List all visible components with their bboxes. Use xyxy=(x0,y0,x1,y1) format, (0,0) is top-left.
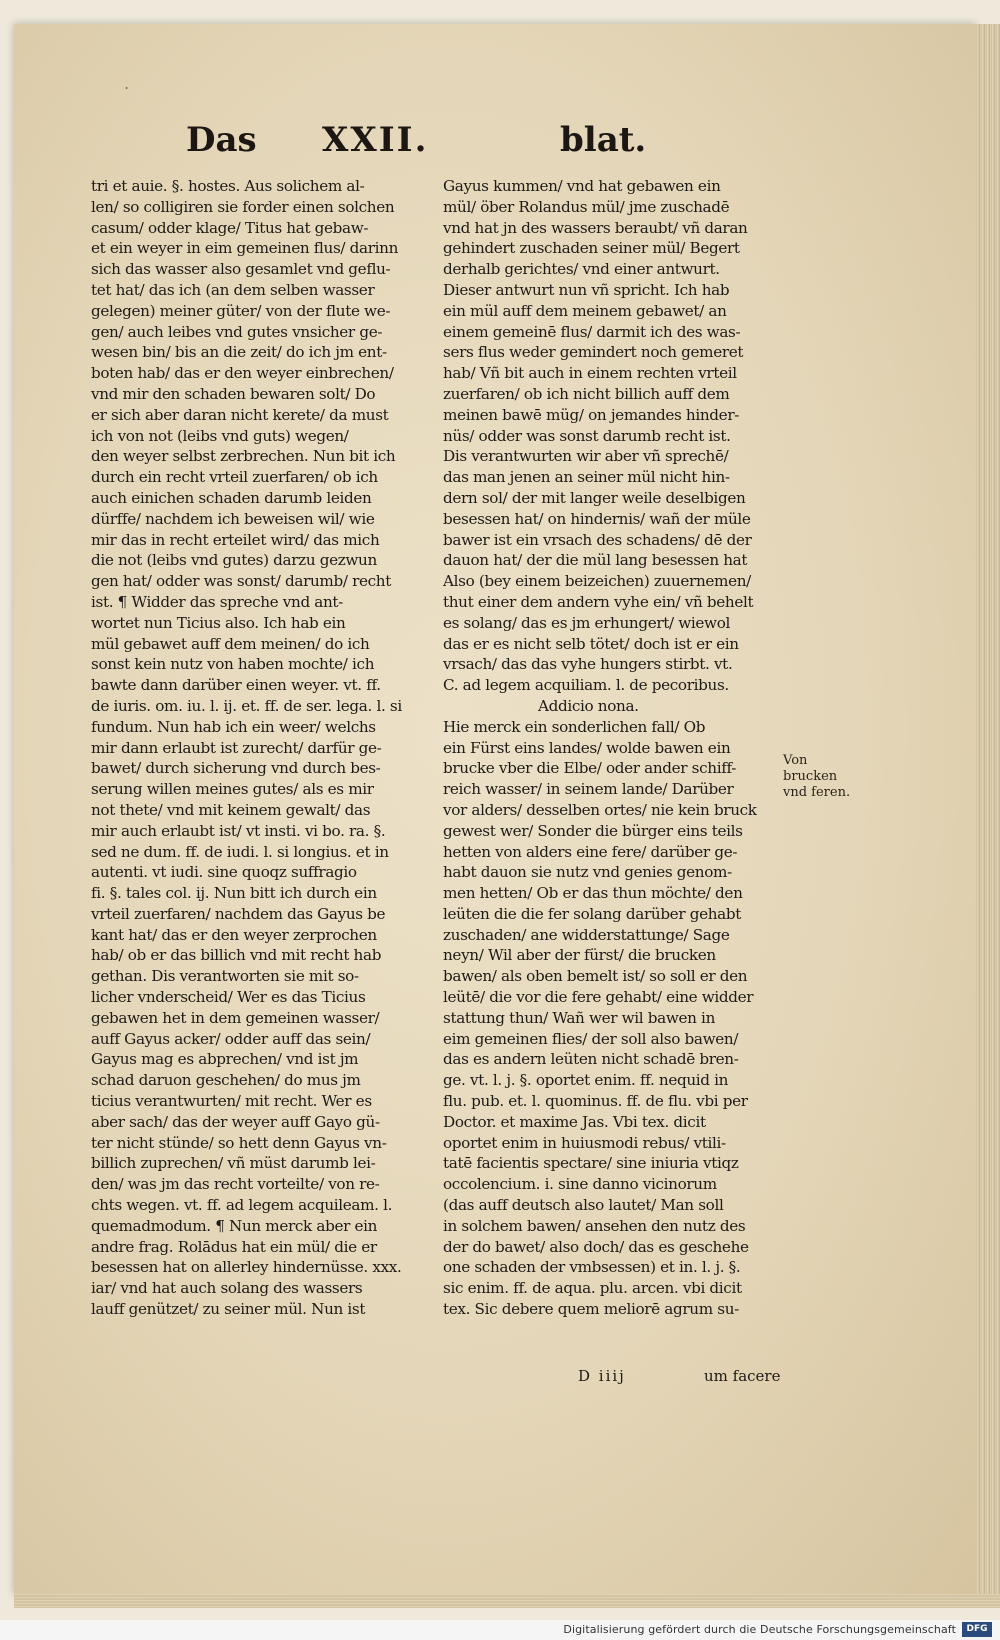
running-head-left: Das xyxy=(186,120,257,160)
right-text-column xyxy=(443,176,757,1320)
text-line: (das auff deutsch also lautet/ Man soll xyxy=(443,1196,724,1215)
text-line: den/ was jm das recht vorteilte/ von re- xyxy=(91,1175,380,1194)
text-line: fi. §. tales col. ij. Nun bitt ich durch ein xyxy=(91,884,377,903)
text-line: er sich aber daran nicht kerete/ da must xyxy=(91,405,389,424)
text-line: flu. pub. et. l. quominus. ff. de flu. vbi per xyxy=(443,1092,748,1111)
text-line: zuerfaren/ ob ich nicht billich auff dem xyxy=(443,384,730,403)
text-line: boten hab/ das er den weyer einbrechen/ xyxy=(91,364,394,383)
text-line: Dieser antwurt nun vñ spricht. Ich hab xyxy=(443,280,730,299)
text-line: vrteil zuerfaren/ nachdem das Gayus be xyxy=(91,904,386,923)
text-line: eim gemeinen flies/ der soll also bawen/ xyxy=(443,1029,739,1048)
text-line: ich von not (leibs vnd guts) wegen/ xyxy=(91,426,349,445)
text-line: dürffe/ nachdem ich beweisen wil/ wie xyxy=(91,509,375,528)
text-line: auff Gayus acker/ odder auff das sein/ xyxy=(91,1029,371,1048)
text-line: iar/ vnd hat auch solang des wassers xyxy=(91,1279,363,1298)
text-line: mir auch erlaubt ist/ vt insti. vi bo. ra. §. xyxy=(91,821,386,840)
text-line: aber sach/ das der weyer auff Gayo gü- xyxy=(91,1112,380,1131)
text-line: gen hat/ odder was sonst/ darumb/ recht xyxy=(91,572,391,591)
text-line: Gayus mag es abprechen/ vnd ist jm xyxy=(91,1050,359,1069)
text-line: gelegen) meiner güter/ von der flute we- xyxy=(91,301,391,320)
text-line: tet hat/ das ich (an dem selben wasser xyxy=(91,280,375,299)
text-line: de iuris. om. iu. l. ij. et. ff. de ser. lega. l. si xyxy=(91,696,402,715)
text-line: gehindert zuschaden seiner mül/ Begert xyxy=(443,239,740,258)
text-line: zuschaden/ ane widderstattunge/ Sage xyxy=(443,925,730,944)
text-line: den weyer selbst zerbrechen. Nun bit ich xyxy=(91,447,396,466)
left-text-column xyxy=(91,176,402,1320)
text-line: men hetten/ Ob er das thun möchte/ den xyxy=(443,884,743,903)
page-edges-right xyxy=(976,24,1000,1594)
text-line: stattung thun/ Wañ wer wil bawen in xyxy=(443,1008,715,1027)
text-line: habt dauon sie nutz vnd genies genom- xyxy=(443,863,732,882)
text-line: ist. ¶ Widder das spreche vnd ant- xyxy=(91,592,343,611)
text-line: ge. vt. l. j. §. oportet enim. ff. nequid in xyxy=(443,1071,729,1090)
text-line: reich wasser/ in seinem lande/ Darüber xyxy=(443,780,734,799)
text-line: sich das wasser also gesamlet vnd geflu- xyxy=(91,260,391,279)
text-line: lauff genützet/ zu seiner mül. Nun ist xyxy=(91,1300,366,1319)
text-line: C. ad legem acquiliam. l. de pecoribus. xyxy=(443,676,729,695)
text-line: vnd mir den schaden bewaren solt/ Do xyxy=(91,384,376,403)
text-line: Addicio nona. xyxy=(538,696,639,715)
text-line: andre frag. Rolādus hat ein mül/ die er xyxy=(91,1237,377,1256)
text-line: vor alders/ desselben ortes/ nie kein bruck xyxy=(443,800,757,819)
text-line: casum/ odder klage/ Titus hat gebaw- xyxy=(91,218,369,237)
text-line: ein Fürst eins landes/ wolde bawen ein xyxy=(443,738,731,757)
text-line: gen/ auch leibes vnd gutes vnsicher ge- xyxy=(91,322,383,341)
text-line: sed ne dum. ff. de iudi. l. si longius. et in xyxy=(91,842,389,861)
text-line: ticius verantwurten/ mit recht. Wer es xyxy=(91,1092,372,1111)
text-line: hetten von alders eine fere/ darüber ge- xyxy=(443,842,738,861)
running-head-right: blat. xyxy=(560,120,647,160)
text-line: gebawen het in dem gemeinen wasser/ xyxy=(91,1008,380,1027)
text-line: licher vnderscheid/ Wer es das Ticius xyxy=(91,988,366,1007)
text-line: Doctor. et maxime Jas. Vbi tex. dicit xyxy=(443,1112,706,1131)
text-line: wesen bin/ bis an die zeit/ do ich jm ent- xyxy=(91,343,387,362)
text-line: leüten die die fer solang darüber gehabt xyxy=(443,904,741,923)
text-line: einem gemeinē flus/ darmit ich des was- xyxy=(443,322,741,341)
text-line: ein mül auff dem meinem gebawet/ an xyxy=(443,301,727,320)
text-line: not thete/ vnd mit keinem gewalt/ das xyxy=(91,800,371,819)
text-line: tri et auie. §. hostes. Aus solichem al- xyxy=(91,177,365,195)
margin-mark: . xyxy=(124,74,130,93)
text-line: one schaden der vmbsessen) et in. l. j. §. xyxy=(443,1258,741,1277)
text-line: dern sol/ der mit langer weile deselbigen xyxy=(443,488,746,507)
text-line: das es andern leüten nicht schadē bren- xyxy=(443,1050,739,1069)
text-line: derhalb gerichtes/ vnd einer antwurt. xyxy=(443,260,720,279)
text-line: sonst kein nutz von haben mochte/ ich xyxy=(91,655,375,674)
text-line: die not (leibs vnd gutes) darzu gezwun xyxy=(91,551,377,570)
text-line: autenti. vt iudi. sine quoqz suffragio xyxy=(91,863,357,882)
dfg-logo: DFG xyxy=(962,1622,992,1637)
text-line: bawte dann darüber einen weyer. vt. ff. xyxy=(91,676,381,695)
text-line: das man jenen an seiner mül nicht hin- xyxy=(443,468,730,487)
text-line: mir das in recht erteilet wird/ das mich xyxy=(91,530,380,549)
text-line: tatē facientis spectare/ sine iniuria vtiqz xyxy=(443,1154,739,1173)
text-line: mir dann erlaubt ist zurecht/ darfür ge- xyxy=(91,738,382,757)
text-line: meinen bawē müg/ on jemandes hinder- xyxy=(443,405,740,424)
marginal-note-line: vnd feren. xyxy=(783,785,851,800)
text-line: neyn/ Wil aber der fürst/ die brucken xyxy=(443,946,716,965)
marginal-note xyxy=(783,753,861,801)
text-line: nüs/ odder was sonst darumb recht ist. xyxy=(443,426,731,445)
text-line: hab/ Vñ bit auch in einem rechten vrteil xyxy=(443,364,737,383)
text-line: occolencium. i. sine danno vicinorum xyxy=(443,1175,717,1194)
text-line: bawet/ durch sicherung vnd durch bes- xyxy=(91,759,381,778)
text-line: besessen hat on allerley hindernüsse. xxx. xyxy=(91,1258,402,1277)
dfg-credit-text: Digitalisierung gefördert durch die Deutsche Forschungsgemeinschaft xyxy=(563,1623,956,1636)
text-line: es solang/ das es jm erhungert/ wiewol xyxy=(443,613,731,632)
text-line: Hie merck ein sonderlichen fall/ Ob xyxy=(443,717,706,736)
text-line: oportet enim in huiusmodi rebus/ vtili- xyxy=(443,1133,726,1152)
text-line: vrsach/ das das vyhe hungers stirbt. vt. xyxy=(443,655,733,674)
text-line: schad daruon geschehen/ do mus jm xyxy=(91,1071,361,1090)
text-line: mül/ öber Rolandus mül/ jme zuschadē xyxy=(443,197,730,216)
text-line: bawer ist ein vrsach des schadens/ dē der xyxy=(443,530,752,549)
text-line: wortet nun Ticius also. Ich hab ein xyxy=(91,613,346,632)
folio-number: XXII. xyxy=(322,120,429,160)
text-line: der do bawet/ also doch/ das es geschehe xyxy=(443,1237,749,1256)
text-line: gewest wer/ Sonder die bürger eins teils xyxy=(443,821,743,840)
signature-mark: D iiij xyxy=(578,1367,626,1385)
text-line: durch ein recht vrteil zuerfaren/ ob ich xyxy=(91,468,378,487)
text-line: thut einer dem andern vyhe ein/ vñ behelt xyxy=(443,592,754,611)
page-edges-bottom xyxy=(14,1594,1000,1608)
text-line: besessen hat/ on hindernis/ wañ der müle xyxy=(443,509,751,528)
text-line: tex. Sic debere quem meliorē agrum su- xyxy=(443,1300,739,1319)
text-line: quemadmodum. ¶ Nun merck aber ein xyxy=(91,1216,378,1235)
text-line: fundum. Nun hab ich ein weer/ welchs xyxy=(91,717,376,736)
text-line: sic enim. ff. de aqua. plu. arcen. vbi dicit xyxy=(443,1279,742,1298)
text-line: das er es nicht selb tötet/ doch ist er ein xyxy=(443,634,739,653)
text-line: auch einichen schaden darumb leiden xyxy=(91,488,372,507)
text-line: Gayus kummen/ vnd hat gebawen ein xyxy=(443,177,721,195)
text-line: len/ so colligiren sie forder einen solchen xyxy=(91,197,395,216)
text-line: vnd hat jn des wassers beraubt/ vñ daran xyxy=(443,218,748,237)
text-line: chts wegen. vt. ff. ad legem acquileam. l. xyxy=(91,1196,393,1215)
text-line: et ein weyer in eim gemeinen flus/ darinn xyxy=(91,239,398,258)
text-line: kant hat/ das er den weyer zerprochen xyxy=(91,925,377,944)
text-line: leütē/ die vor die fere gehabt/ eine widder xyxy=(443,988,754,1007)
text-line: Dis verantwurten wir aber vñ sprechē/ xyxy=(443,447,729,466)
text-line: mül gebawet auff dem meinen/ do ich xyxy=(91,634,370,653)
catchword: um facere xyxy=(704,1367,781,1385)
text-line: Also (bey einem beizeichen) zuuernemen/ xyxy=(443,572,751,591)
text-line: in solchem bawen/ ansehen den nutz des xyxy=(443,1216,746,1235)
text-line: sers flus weder gemindert noch gemeret xyxy=(443,343,744,362)
marginal-note-line: Von brucken xyxy=(783,753,838,784)
text-line: brucke vber die Elbe/ oder ander schiff- xyxy=(443,759,737,778)
text-line: bawen/ als oben bemelt ist/ so soll er den xyxy=(443,967,748,986)
text-line: billich zuprechen/ vñ müst darumb lei- xyxy=(91,1154,376,1173)
text-line: dauon hat/ der die mül lang besessen hat xyxy=(443,551,748,570)
text-line: ter nicht stünde/ so hett denn Gayus vn- xyxy=(91,1133,387,1152)
text-line: gethan. Dis verantworten sie mit so- xyxy=(91,967,359,986)
text-line: serung willen meines gutes/ als es mir xyxy=(91,780,374,799)
text-line: hab/ ob er das billich vnd mit recht hab xyxy=(91,946,382,965)
